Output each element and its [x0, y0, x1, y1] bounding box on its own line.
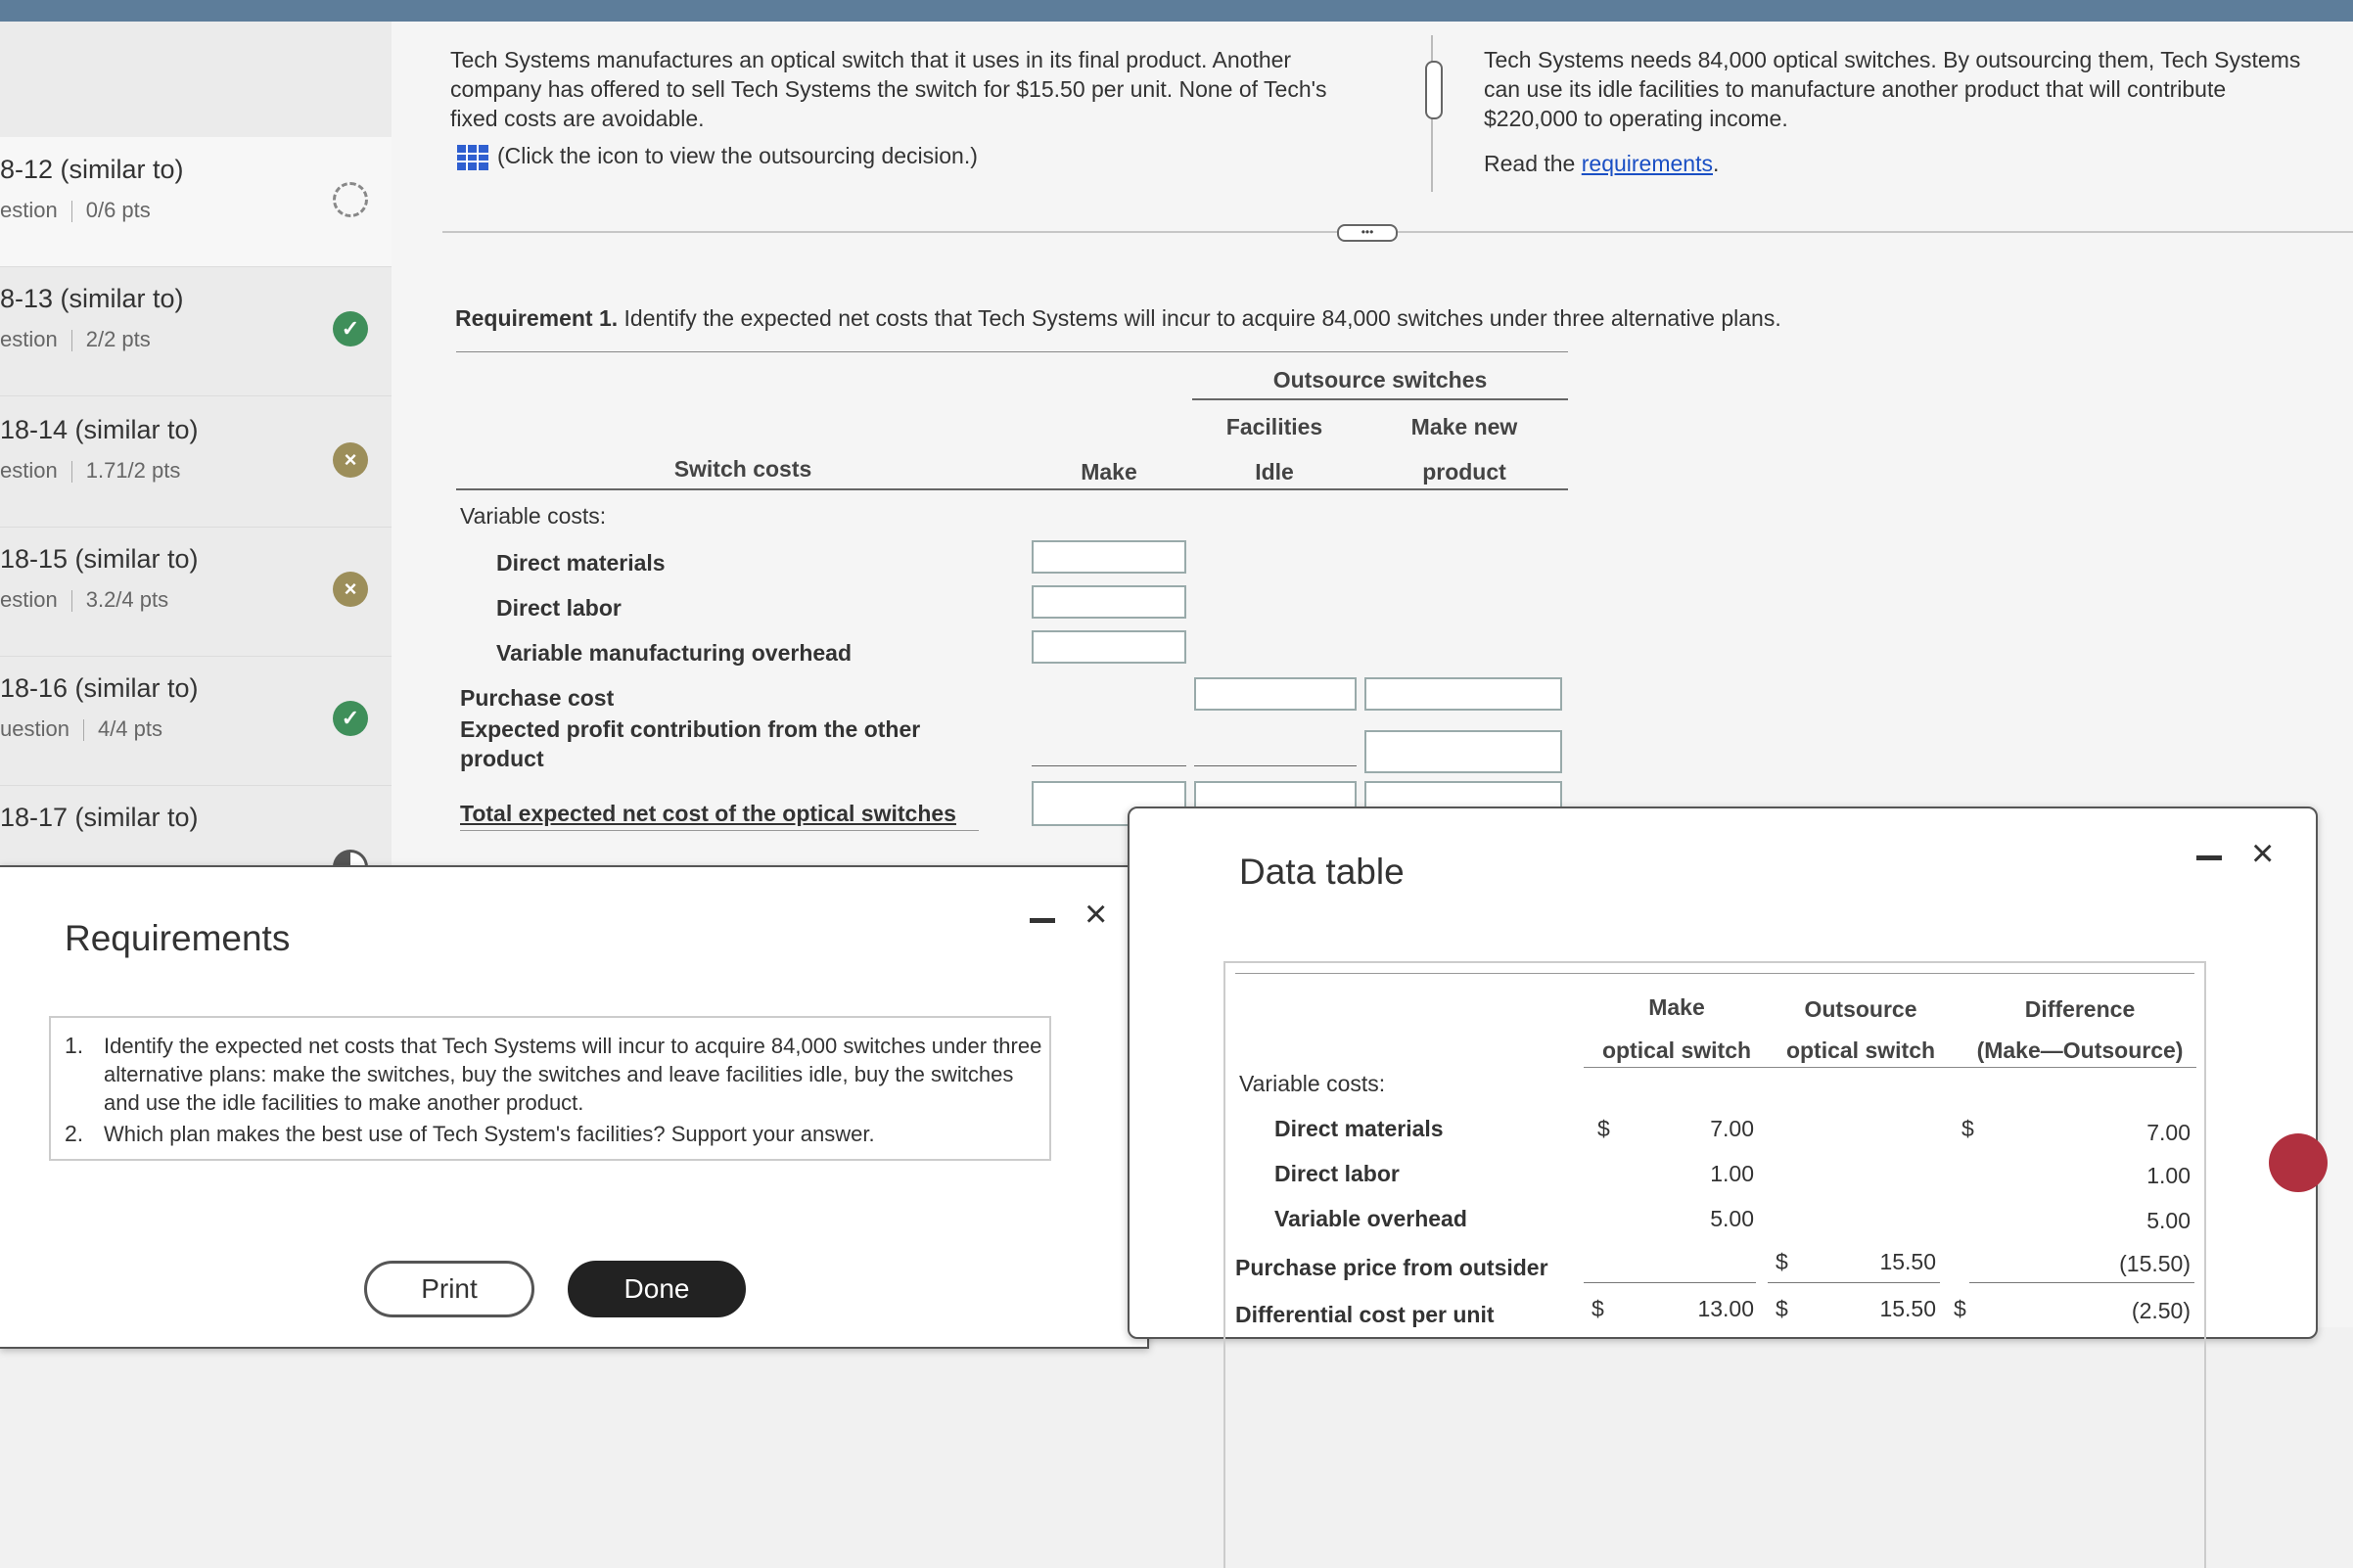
horizontal-splitter-handle[interactable]: •••	[1337, 224, 1398, 242]
question-score: uestion 4/4 pts	[0, 716, 162, 741]
check-icon: ✓	[333, 701, 368, 736]
problem-description: Tech Systems manufactures an optical switch that it uses in its final product. Another company has offered to sell Tech Systems the switch for $15.50 per unit. None of Tech's fixed costs are avoidable.	[450, 47, 1327, 131]
direct-labor-label: Direct labor	[496, 595, 622, 621]
outsource-column-subheader: optical switch	[1785, 1038, 1936, 1063]
subtotal-line	[1768, 1282, 1940, 1283]
question-score: estion 2/2 pts	[0, 327, 151, 351]
question-score: estion 0/6 pts	[0, 198, 151, 222]
make-direct-materials-input[interactable]	[1032, 540, 1186, 574]
question-sidebar	[0, 22, 392, 873]
sidebar-question-item[interactable]	[0, 137, 392, 267]
dialog-title: Data table	[1239, 852, 1405, 892]
outsource-column-header: Outsource	[1804, 996, 1917, 1022]
close-icon[interactable]: ×	[1084, 893, 1108, 936]
divider	[1235, 973, 2194, 974]
partial-credit-icon: ×	[333, 442, 368, 478]
expected-profit-label: Expected profit contribution from the other	[460, 716, 921, 742]
horizontal-splitter	[442, 231, 2353, 233]
minimize-icon[interactable]	[1030, 918, 1055, 923]
make-variable-overhead-input[interactable]	[1032, 630, 1186, 664]
data-table-dialog	[1128, 807, 2318, 1339]
sidebar-question-item[interactable]	[0, 266, 392, 396]
divider	[460, 830, 979, 831]
done-button[interactable]: Done	[568, 1261, 746, 1317]
header-underline	[1192, 398, 1568, 400]
outsource-switches-header: Outsource switches	[1272, 367, 1488, 392]
not-started-icon	[333, 182, 368, 217]
make-new-header: Make new	[1410, 414, 1518, 439]
question-title: 8-12 (similar to)	[0, 155, 184, 184]
outsourcing-decision-link[interactable]: (Click the icon to view the outsourcing decision.)	[456, 141, 978, 171]
question-score: estion 1.71/2 pts	[0, 458, 181, 483]
subtotal-line	[1032, 765, 1186, 766]
newprod-profit-contribution-input[interactable]	[1364, 730, 1562, 773]
check-icon: ✓	[333, 311, 368, 346]
dialog-title: Requirements	[65, 918, 291, 958]
newprod-purchase-cost-input[interactable]	[1364, 677, 1562, 711]
sidebar-question-item[interactable]	[0, 527, 392, 657]
make-column-header: Make	[1648, 994, 1705, 1020]
requirements-link[interactable]: requirements	[1581, 151, 1713, 176]
divider	[456, 351, 1568, 352]
read-requirements-line: Read the requirements.	[1484, 151, 1720, 176]
top-bar	[0, 0, 2353, 22]
subtotal-line	[1584, 1282, 1756, 1283]
table-grid-icon[interactable]	[456, 144, 489, 171]
sidebar-question-item[interactable]	[0, 397, 392, 528]
product-header: product	[1422, 459, 1506, 484]
variable-costs-label: Variable costs:	[460, 503, 607, 529]
make-column-subheader: optical switch	[1601, 1038, 1752, 1063]
header-underline	[1584, 1067, 2196, 1068]
partial-credit-icon: ×	[333, 572, 368, 607]
idle-purchase-cost-input[interactable]	[1194, 677, 1357, 711]
question-score: estion 3.2/4 pts	[0, 587, 169, 612]
total-net-cost-label: Total expected net cost of the optical switches	[460, 801, 956, 826]
header-underline	[456, 488, 1568, 490]
sidebar-question-item[interactable]	[0, 656, 392, 786]
difference-column-subheader: (Make—Outsource)	[1976, 1038, 2184, 1063]
question-title: 18-17 (similar to)	[0, 803, 199, 832]
sidebar-question-item[interactable]	[0, 785, 392, 874]
requirements-list: 1. Identify the expected net costs that Tech Systems will incur to acquire 84,000 switches under three alternative plans: make the switches, buy the switches and leave facilities idle, buy the switches and use the idle facilities to make another product. 2. Which plan makes the best use of Tech System's facilities? Support your answer.	[49, 1016, 1051, 1161]
data-table: Make Outsource Difference optical switch optical switch (Make—Outsource) Variable costs: Direct materials $ 7.00 $ 7.00 Direct labor 1.00 1.00 Variable overhead 5.00 5.00 Purchase price from outsider $ 15.50 (15.50) Differential cost per unit $ 13.00 $ 15.50 $ (2.50)	[1223, 961, 2206, 1568]
direct-materials-label: Direct materials	[496, 550, 666, 576]
print-button[interactable]: Print	[364, 1261, 534, 1317]
expected-profit-label-cont: product	[460, 746, 544, 771]
question-title: 18-14 (similar to)	[0, 415, 199, 444]
difference-column-header: Difference	[2024, 996, 2136, 1022]
requirement-1-prompt: Requirement 1. Identify the expected net costs that Tech Systems will incur to acquire 84,000 switches under three alternative plans.	[455, 305, 1781, 331]
close-icon[interactable]: ×	[2251, 832, 2275, 875]
variable-mfg-overhead-label: Variable manufacturing overhead	[496, 640, 853, 666]
question-title: 18-16 (similar to)	[0, 673, 199, 703]
question-title: 8-13 (similar to)	[0, 284, 184, 313]
minimize-icon[interactable]	[2196, 855, 2222, 860]
subtotal-line	[1969, 1282, 2194, 1283]
make-direct-labor-input[interactable]	[1032, 585, 1186, 619]
question-title: 18-15 (similar to)	[0, 544, 199, 574]
purchase-cost-label: Purchase cost	[460, 685, 615, 711]
problem-context: Tech Systems needs 84,000 optical switches. By outsourcing them, Tech Systems can use its idle facilities to manufacture another product that will contribute $220,000 to operating income.	[1484, 47, 2301, 131]
help-bubble[interactable]	[2269, 1133, 2328, 1192]
requirements-dialog	[0, 865, 1149, 1349]
subtotal-line	[1194, 765, 1357, 766]
switch-costs-header: Switch costs	[673, 456, 812, 482]
make-header: Make	[1081, 459, 1137, 484]
variable-costs-label: Variable costs:	[1239, 1071, 1386, 1096]
facilities-header: Facilities	[1225, 414, 1323, 439]
idle-header: Idle	[1255, 459, 1294, 484]
vertical-splitter-handle[interactable]	[1425, 61, 1443, 119]
